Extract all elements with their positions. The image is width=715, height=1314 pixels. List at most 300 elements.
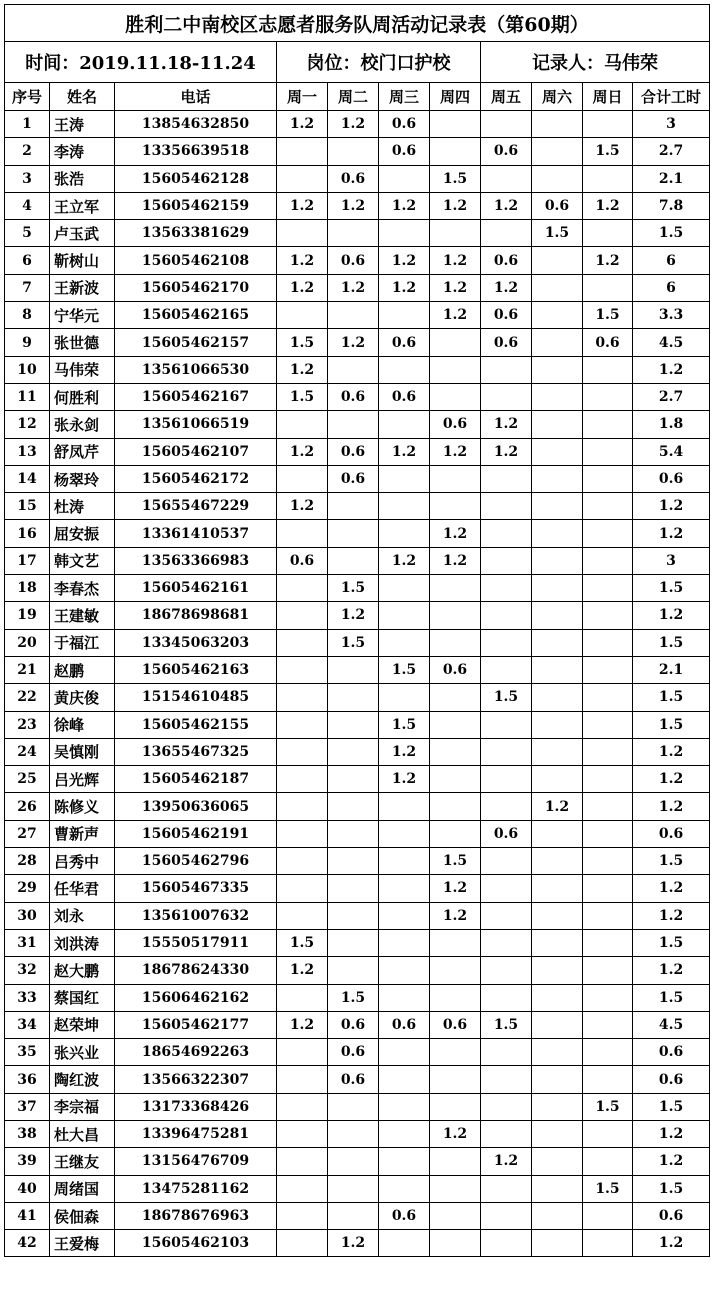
- cell-sat: [532, 902, 583, 929]
- cell-sat: [532, 383, 583, 410]
- cell-thu: 0.6: [430, 411, 481, 438]
- cell-sat: [532, 957, 583, 984]
- cell-wed: [379, 411, 430, 438]
- cell-sun: [583, 1039, 633, 1066]
- cell-index: 26: [5, 793, 50, 820]
- table-row: [5, 356, 710, 383]
- cell-phone: 15605462103: [115, 1230, 277, 1257]
- cell-thu: [430, 984, 481, 1011]
- cell-sat: [532, 1093, 583, 1120]
- cell-mon: [277, 520, 328, 547]
- cell-thu: 1.5: [430, 848, 481, 875]
- cell-name: 靳树山: [50, 247, 115, 274]
- cell-tue: 1.2: [328, 1230, 379, 1257]
- cell-fri: [481, 766, 532, 793]
- cell-thu: [430, 220, 481, 247]
- cell-tue: [328, 1120, 379, 1147]
- cell-mon: 1.5: [277, 929, 328, 956]
- cell-fri: [481, 602, 532, 629]
- table-row: [5, 656, 710, 683]
- cell-sun: 1.5: [583, 1175, 633, 1202]
- cell-wed: [379, 629, 430, 656]
- cell-sun: [583, 711, 633, 738]
- cell-tue: [328, 848, 379, 875]
- cell-total: 1.5: [633, 984, 710, 1011]
- cell-total: 1.5: [633, 848, 710, 875]
- cell-tue: 0.6: [328, 1039, 379, 1066]
- cell-total: 1.2: [633, 875, 710, 902]
- cell-wed: [379, 465, 430, 492]
- cell-mon: 1.2: [277, 438, 328, 465]
- cell-phone: 13356639518: [115, 138, 277, 165]
- cell-phone: 13561066519: [115, 411, 277, 438]
- cell-total: 3.3: [633, 302, 710, 329]
- cell-mon: [277, 1039, 328, 1066]
- cell-sat: [532, 875, 583, 902]
- cell-wed: 0.6: [379, 1011, 430, 1038]
- cell-index: 29: [5, 875, 50, 902]
- cell-fri: 0.6: [481, 302, 532, 329]
- cell-phone: 13561066530: [115, 356, 277, 383]
- cell-wed: [379, 820, 430, 847]
- cell-tue: 1.5: [328, 629, 379, 656]
- cell-phone: 15605462163: [115, 656, 277, 683]
- cell-name: 韩文艺: [50, 547, 115, 574]
- cell-thu: [430, 766, 481, 793]
- cell-wed: 1.2: [379, 438, 430, 465]
- cell-thu: [430, 1202, 481, 1229]
- cell-sat: [532, 984, 583, 1011]
- cell-wed: 1.2: [379, 766, 430, 793]
- cell-wed: 0.6: [379, 383, 430, 410]
- cell-phone: 13563381629: [115, 220, 277, 247]
- cell-fri: 0.6: [481, 820, 532, 847]
- cell-index: 4: [5, 192, 50, 219]
- cell-fri: 1.2: [481, 274, 532, 301]
- cell-sun: [583, 520, 633, 547]
- cell-mon: 0.6: [277, 547, 328, 574]
- column-header-mon: 周一: [277, 83, 328, 111]
- cell-total: 1.5: [633, 711, 710, 738]
- cell-name: 陶红波: [50, 1066, 115, 1093]
- cell-tue: 1.2: [328, 192, 379, 219]
- cell-sat: [532, 766, 583, 793]
- cell-mon: 1.2: [277, 1011, 328, 1038]
- cell-mon: 1.2: [277, 192, 328, 219]
- cell-index: 16: [5, 520, 50, 547]
- cell-tue: 0.6: [328, 1011, 379, 1038]
- cell-mon: 1.2: [277, 957, 328, 984]
- cell-thu: [430, 738, 481, 765]
- cell-index: 22: [5, 684, 50, 711]
- cell-sun: [583, 1066, 633, 1093]
- cell-sun: 0.6: [583, 329, 633, 356]
- cell-fri: [481, 1066, 532, 1093]
- table-row: [5, 1202, 710, 1229]
- cell-sat: [532, 547, 583, 574]
- cell-total: 4.5: [633, 329, 710, 356]
- table-row: [5, 820, 710, 847]
- cell-fri: [481, 738, 532, 765]
- cell-sun: [583, 738, 633, 765]
- cell-fri: [481, 547, 532, 574]
- cell-fri: [481, 111, 532, 138]
- cell-sat: [532, 1066, 583, 1093]
- cell-sat: [532, 711, 583, 738]
- cell-sat: [532, 684, 583, 711]
- cell-phone: 15655467229: [115, 493, 277, 520]
- cell-thu: [430, 602, 481, 629]
- cell-phone: 13345063203: [115, 629, 277, 656]
- cell-fri: [481, 220, 532, 247]
- cell-wed: [379, 493, 430, 520]
- cell-wed: [379, 220, 430, 247]
- cell-sun: [583, 438, 633, 465]
- column-header-sun: 周日: [583, 83, 633, 111]
- cell-name: 杨翠玲: [50, 465, 115, 492]
- cell-tue: 1.5: [328, 984, 379, 1011]
- table-row: [5, 383, 710, 410]
- cell-tue: [328, 220, 379, 247]
- cell-tue: 1.2: [328, 274, 379, 301]
- cell-sat: [532, 1148, 583, 1175]
- cell-mon: [277, 711, 328, 738]
- cell-wed: 0.6: [379, 138, 430, 165]
- cell-total: 1.2: [633, 1230, 710, 1257]
- cell-index: 3: [5, 165, 50, 192]
- cell-name: 卢玉武: [50, 220, 115, 247]
- cell-fri: 0.6: [481, 329, 532, 356]
- table-row: [5, 575, 710, 602]
- cell-mon: [277, 220, 328, 247]
- cell-index: 13: [5, 438, 50, 465]
- cell-mon: [277, 902, 328, 929]
- cell-sat: [532, 411, 583, 438]
- cell-total: 6: [633, 247, 710, 274]
- table-row: [5, 547, 710, 574]
- cell-wed: 0.6: [379, 1202, 430, 1229]
- cell-fri: [481, 957, 532, 984]
- cell-tue: [328, 1175, 379, 1202]
- column-header-wed: 周三: [379, 83, 430, 111]
- cell-tue: 0.6: [328, 247, 379, 274]
- cell-total: 1.5: [633, 575, 710, 602]
- cell-index: 1: [5, 111, 50, 138]
- cell-fri: [481, 493, 532, 520]
- cell-name: 张永剑: [50, 411, 115, 438]
- cell-sun: [583, 1011, 633, 1038]
- cell-fri: 1.2: [481, 1148, 532, 1175]
- cell-sat: [532, 493, 583, 520]
- cell-index: 24: [5, 738, 50, 765]
- cell-tue: [328, 820, 379, 847]
- cell-mon: [277, 1148, 328, 1175]
- table-row: [5, 493, 710, 520]
- cell-name: 李宗福: [50, 1093, 115, 1120]
- cell-fri: [481, 984, 532, 1011]
- cell-mon: [277, 1066, 328, 1093]
- cell-wed: 1.2: [379, 274, 430, 301]
- cell-index: 11: [5, 383, 50, 410]
- cell-wed: [379, 929, 430, 956]
- cell-mon: 1.2: [277, 274, 328, 301]
- cell-mon: [277, 165, 328, 192]
- cell-thu: [430, 957, 481, 984]
- cell-sat: [532, 629, 583, 656]
- cell-thu: 1.2: [430, 247, 481, 274]
- cell-sat: [532, 738, 583, 765]
- cell-tue: [328, 656, 379, 683]
- cell-tue: [328, 1093, 379, 1120]
- cell-phone: 15606462162: [115, 984, 277, 1011]
- cell-mon: [277, 1202, 328, 1229]
- recorder-info: 记录人：马伟荣: [481, 42, 710, 83]
- cell-total: 1.2: [633, 602, 710, 629]
- cell-phone: 15605462155: [115, 711, 277, 738]
- cell-fri: [481, 465, 532, 492]
- cell-tue: 1.2: [328, 111, 379, 138]
- cell-fri: 0.6: [481, 247, 532, 274]
- cell-total: 1.2: [633, 902, 710, 929]
- cell-thu: [430, 493, 481, 520]
- cell-sun: [583, 383, 633, 410]
- cell-name: 李春杰: [50, 575, 115, 602]
- cell-sat: [532, 138, 583, 165]
- cell-mon: [277, 820, 328, 847]
- cell-tue: [328, 902, 379, 929]
- cell-tue: [328, 493, 379, 520]
- column-header-name: 姓名: [50, 83, 115, 111]
- cell-phone: 15605462177: [115, 1011, 277, 1038]
- cell-phone: 15605462157: [115, 329, 277, 356]
- cell-name: 于福江: [50, 629, 115, 656]
- cell-fri: [481, 520, 532, 547]
- table-row: [5, 766, 710, 793]
- cell-name: 吕光辉: [50, 766, 115, 793]
- cell-index: 42: [5, 1230, 50, 1257]
- column-header-thu: 周四: [430, 83, 481, 111]
- cell-phone: 15154610485: [115, 684, 277, 711]
- cell-index: 9: [5, 329, 50, 356]
- cell-mon: [277, 629, 328, 656]
- cell-sun: [583, 575, 633, 602]
- cell-thu: [430, 111, 481, 138]
- cell-phone: 15605462108: [115, 247, 277, 274]
- cell-index: 36: [5, 1066, 50, 1093]
- cell-wed: [379, 1039, 430, 1066]
- cell-index: 33: [5, 984, 50, 1011]
- post-info: 岗位：校门口护校: [277, 42, 481, 83]
- cell-mon: [277, 411, 328, 438]
- cell-sat: [532, 1202, 583, 1229]
- cell-total: 2.1: [633, 165, 710, 192]
- cell-phone: 13563366983: [115, 547, 277, 574]
- cell-sun: [583, 1230, 633, 1257]
- cell-tue: 0.6: [328, 383, 379, 410]
- cell-index: 38: [5, 1120, 50, 1147]
- table-row: [5, 411, 710, 438]
- cell-wed: [379, 902, 430, 929]
- cell-tue: [328, 929, 379, 956]
- cell-index: 25: [5, 766, 50, 793]
- cell-phone: 15605462187: [115, 766, 277, 793]
- cell-sat: [532, 1039, 583, 1066]
- cell-phone: 13655467325: [115, 738, 277, 765]
- cell-phone: 13173368426: [115, 1093, 277, 1120]
- table-row: [5, 684, 710, 711]
- table-row: [5, 602, 710, 629]
- cell-tue: 1.2: [328, 602, 379, 629]
- cell-name: 宁华元: [50, 302, 115, 329]
- cell-total: 3: [633, 547, 710, 574]
- cell-index: 8: [5, 302, 50, 329]
- cell-tue: [328, 138, 379, 165]
- cell-wed: [379, 1093, 430, 1120]
- cell-name: 赵大鹏: [50, 957, 115, 984]
- cell-tue: [328, 411, 379, 438]
- cell-index: 21: [5, 656, 50, 683]
- table-row: [5, 1011, 710, 1038]
- cell-tue: [328, 356, 379, 383]
- cell-total: 1.5: [633, 684, 710, 711]
- cell-name: 蔡国红: [50, 984, 115, 1011]
- cell-fri: [481, 902, 532, 929]
- cell-fri: [481, 1202, 532, 1229]
- cell-phone: 13950636065: [115, 793, 277, 820]
- cell-mon: 1.2: [277, 493, 328, 520]
- cell-thu: 1.2: [430, 520, 481, 547]
- cell-thu: [430, 820, 481, 847]
- cell-sun: [583, 766, 633, 793]
- cell-sat: [532, 1175, 583, 1202]
- table-row: [5, 192, 710, 219]
- cell-tue: 0.6: [328, 465, 379, 492]
- cell-mon: [277, 984, 328, 1011]
- cell-sat: 0.6: [532, 192, 583, 219]
- cell-fri: [481, 1093, 532, 1120]
- cell-thu: 1.2: [430, 302, 481, 329]
- column-header-total: 合计工时: [633, 83, 710, 111]
- cell-thu: [430, 356, 481, 383]
- cell-sun: [583, 629, 633, 656]
- cell-sun: [583, 793, 633, 820]
- cell-mon: [277, 848, 328, 875]
- cell-thu: [430, 1175, 481, 1202]
- cell-fri: 0.6: [481, 138, 532, 165]
- cell-sat: [532, 165, 583, 192]
- cell-fri: [481, 929, 532, 956]
- cell-fri: [481, 1230, 532, 1257]
- cell-thu: 1.2: [430, 902, 481, 929]
- cell-tue: [328, 766, 379, 793]
- cell-phone: 13475281162: [115, 1175, 277, 1202]
- cell-wed: [379, 957, 430, 984]
- cell-sun: [583, 274, 633, 301]
- table-row: [5, 302, 710, 329]
- cell-phone: 18654692263: [115, 1039, 277, 1066]
- cell-name: 何胜利: [50, 383, 115, 410]
- cell-name: 赵荣坤: [50, 1011, 115, 1038]
- cell-sun: [583, 411, 633, 438]
- cell-name: 舒凤芹: [50, 438, 115, 465]
- cell-name: 杜涛: [50, 493, 115, 520]
- cell-name: 徐峰: [50, 711, 115, 738]
- column-header-row: [5, 83, 710, 111]
- cell-fri: 1.2: [481, 411, 532, 438]
- cell-total: 3: [633, 111, 710, 138]
- cell-mon: 1.5: [277, 329, 328, 356]
- table-row: [5, 138, 710, 165]
- cell-total: 6: [633, 274, 710, 301]
- table-row: [5, 1093, 710, 1120]
- cell-name: 屈安振: [50, 520, 115, 547]
- table-row: [5, 793, 710, 820]
- cell-sat: [532, 820, 583, 847]
- cell-sat: 1.5: [532, 220, 583, 247]
- cell-wed: 1.2: [379, 192, 430, 219]
- cell-mon: [277, 1120, 328, 1147]
- cell-index: 6: [5, 247, 50, 274]
- table-row: [5, 875, 710, 902]
- cell-wed: [379, 1175, 430, 1202]
- cell-thu: [430, 575, 481, 602]
- cell-wed: [379, 984, 430, 1011]
- cell-index: 19: [5, 602, 50, 629]
- cell-sat: [532, 602, 583, 629]
- cell-phone: 15605462172: [115, 465, 277, 492]
- table-row: [5, 902, 710, 929]
- cell-total: 0.6: [633, 465, 710, 492]
- table-row: [5, 1175, 710, 1202]
- cell-total: 1.2: [633, 957, 710, 984]
- cell-fri: [481, 793, 532, 820]
- cell-index: 18: [5, 575, 50, 602]
- cell-phone: 15605462159: [115, 192, 277, 219]
- cell-sun: [583, 902, 633, 929]
- table-row: [5, 929, 710, 956]
- cell-wed: 1.2: [379, 738, 430, 765]
- cell-name: 王涛: [50, 111, 115, 138]
- cell-wed: 1.5: [379, 711, 430, 738]
- cell-total: 0.6: [633, 820, 710, 847]
- cell-phone: 13156476709: [115, 1148, 277, 1175]
- cell-total: 1.2: [633, 356, 710, 383]
- cell-name: 吕秀中: [50, 848, 115, 875]
- cell-thu: [430, 138, 481, 165]
- cell-wed: [379, 793, 430, 820]
- cell-tue: [328, 520, 379, 547]
- table-row: [5, 738, 710, 765]
- cell-fri: [481, 383, 532, 410]
- cell-total: 7.8: [633, 192, 710, 219]
- cell-sun: [583, 356, 633, 383]
- cell-total: 0.6: [633, 1066, 710, 1093]
- cell-sun: [583, 1202, 633, 1229]
- cell-total: 1.2: [633, 520, 710, 547]
- table-row: [5, 274, 710, 301]
- cell-fri: [481, 875, 532, 902]
- table-row: [5, 629, 710, 656]
- cell-sun: 1.2: [583, 247, 633, 274]
- cell-name: 张兴业: [50, 1039, 115, 1066]
- cell-name: 王爱梅: [50, 1230, 115, 1257]
- cell-thu: [430, 711, 481, 738]
- cell-wed: 1.2: [379, 547, 430, 574]
- cell-wed: [379, 575, 430, 602]
- cell-fri: [481, 575, 532, 602]
- cell-fri: [481, 656, 532, 683]
- cell-phone: 15605462796: [115, 848, 277, 875]
